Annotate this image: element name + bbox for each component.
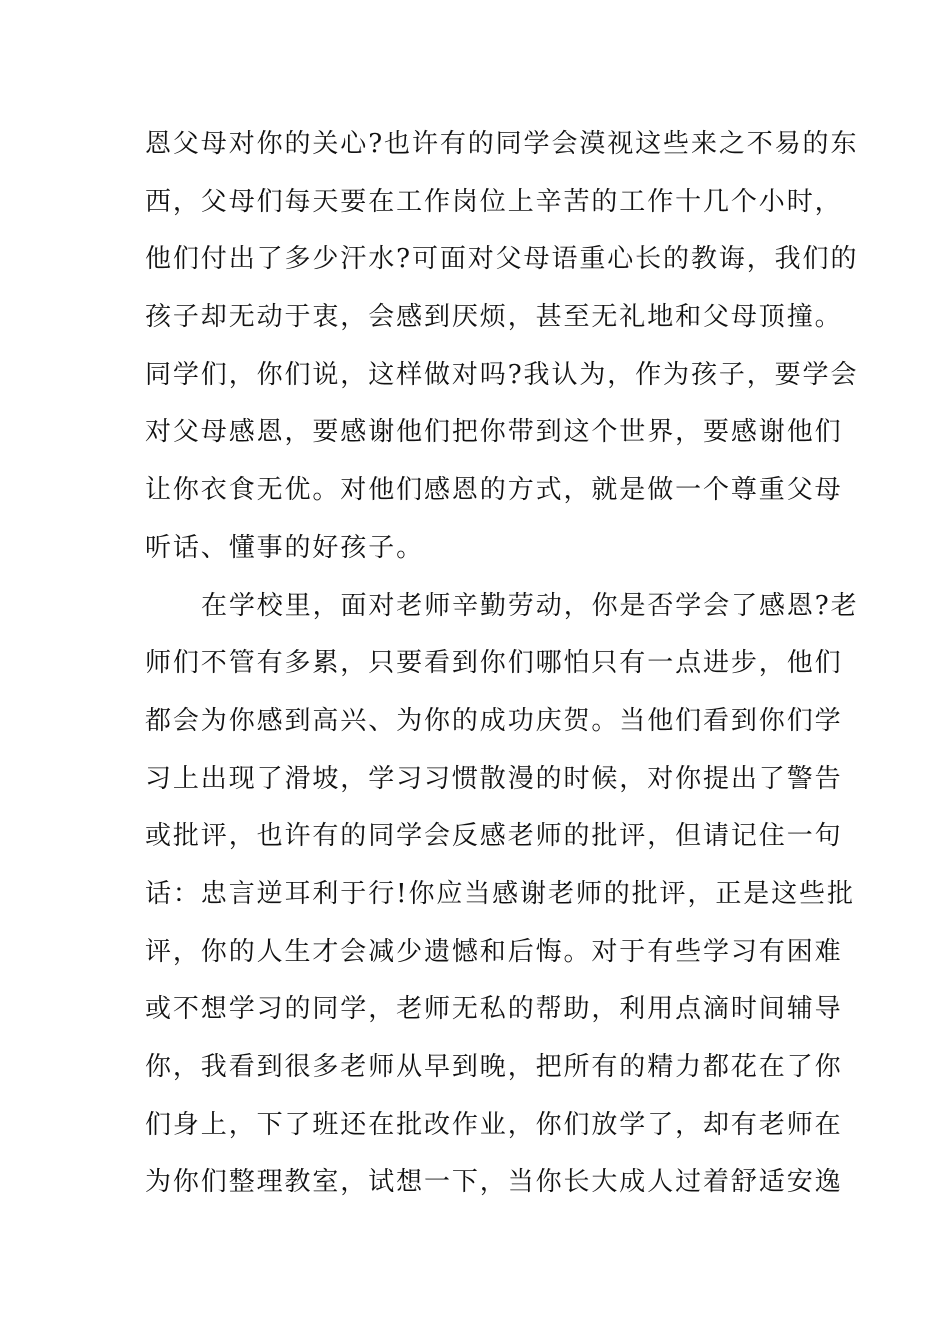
text-line: 你，我看到很多老师从早到晚，把所有的精力都花在了你 [145, 1052, 843, 1082]
text-line: 让你衣食无优。对他们感恩的方式，就是做一个尊重父母 [145, 475, 843, 506]
text-line: 习上出现了滑坡，学习习惯散漫的时候，对你提出了警告 [145, 763, 843, 794]
text-line: 或不想学习的同学，老师无私的帮助，利用点滴时间辅导 [145, 994, 843, 1025]
text-line: 在学校里，面对老师辛勤劳动，你是否学会了感恩?老 [201, 590, 859, 621]
text-line: 师们不管有多累，只要看到你们哪怕只有一点进步，他们 [145, 648, 843, 679]
text-line: 话：忠言逆耳利于行!你应当感谢老师的批评，正是这些批 [145, 878, 855, 909]
text-line: 为你们整理教室，试想一下，当你长大成人过着舒适安逸 [145, 1167, 843, 1198]
text-line: 孩子却无动于衷，会感到厌烦，甚至无礼地和父母顶撞。 [145, 302, 843, 333]
text-line: 他们付出了多少汗水?可面对父母语重心长的教诲，我们的 [145, 244, 859, 275]
text-line: 对父母感恩，要感谢他们把你带到这个世界，要感谢他们 [145, 417, 843, 448]
text-line: 们身上，下了班还在批改作业，你们放学了，却有老师在 [145, 1109, 843, 1140]
body-text [145, 120, 859, 1216]
paragraph-1 [145, 120, 859, 582]
text-line: 西，父母们每天要在工作岗位上辛苦的工作十几个小时， [145, 186, 843, 217]
text-line: 听话、懂事的好孩子。 [145, 532, 425, 563]
text-line: 恩父母对你的关心?也许有的同学会漠视这些来之不易的东 [145, 129, 859, 159]
text-line: 或批评，也许有的同学会反感老师的批评，但请记住一句 [145, 821, 843, 852]
paragraph-2 [145, 582, 859, 1217]
text-line: 同学们，你们说，这样做对吗?我认为，作为孩子，要学会 [145, 359, 859, 390]
text-line: 都会为你感到高兴、为你的成功庆贺。当他们看到你们学 [145, 705, 843, 736]
text-line: 评，你的人生才会减少遗憾和后悔。对于有些学习有困难 [145, 936, 843, 967]
